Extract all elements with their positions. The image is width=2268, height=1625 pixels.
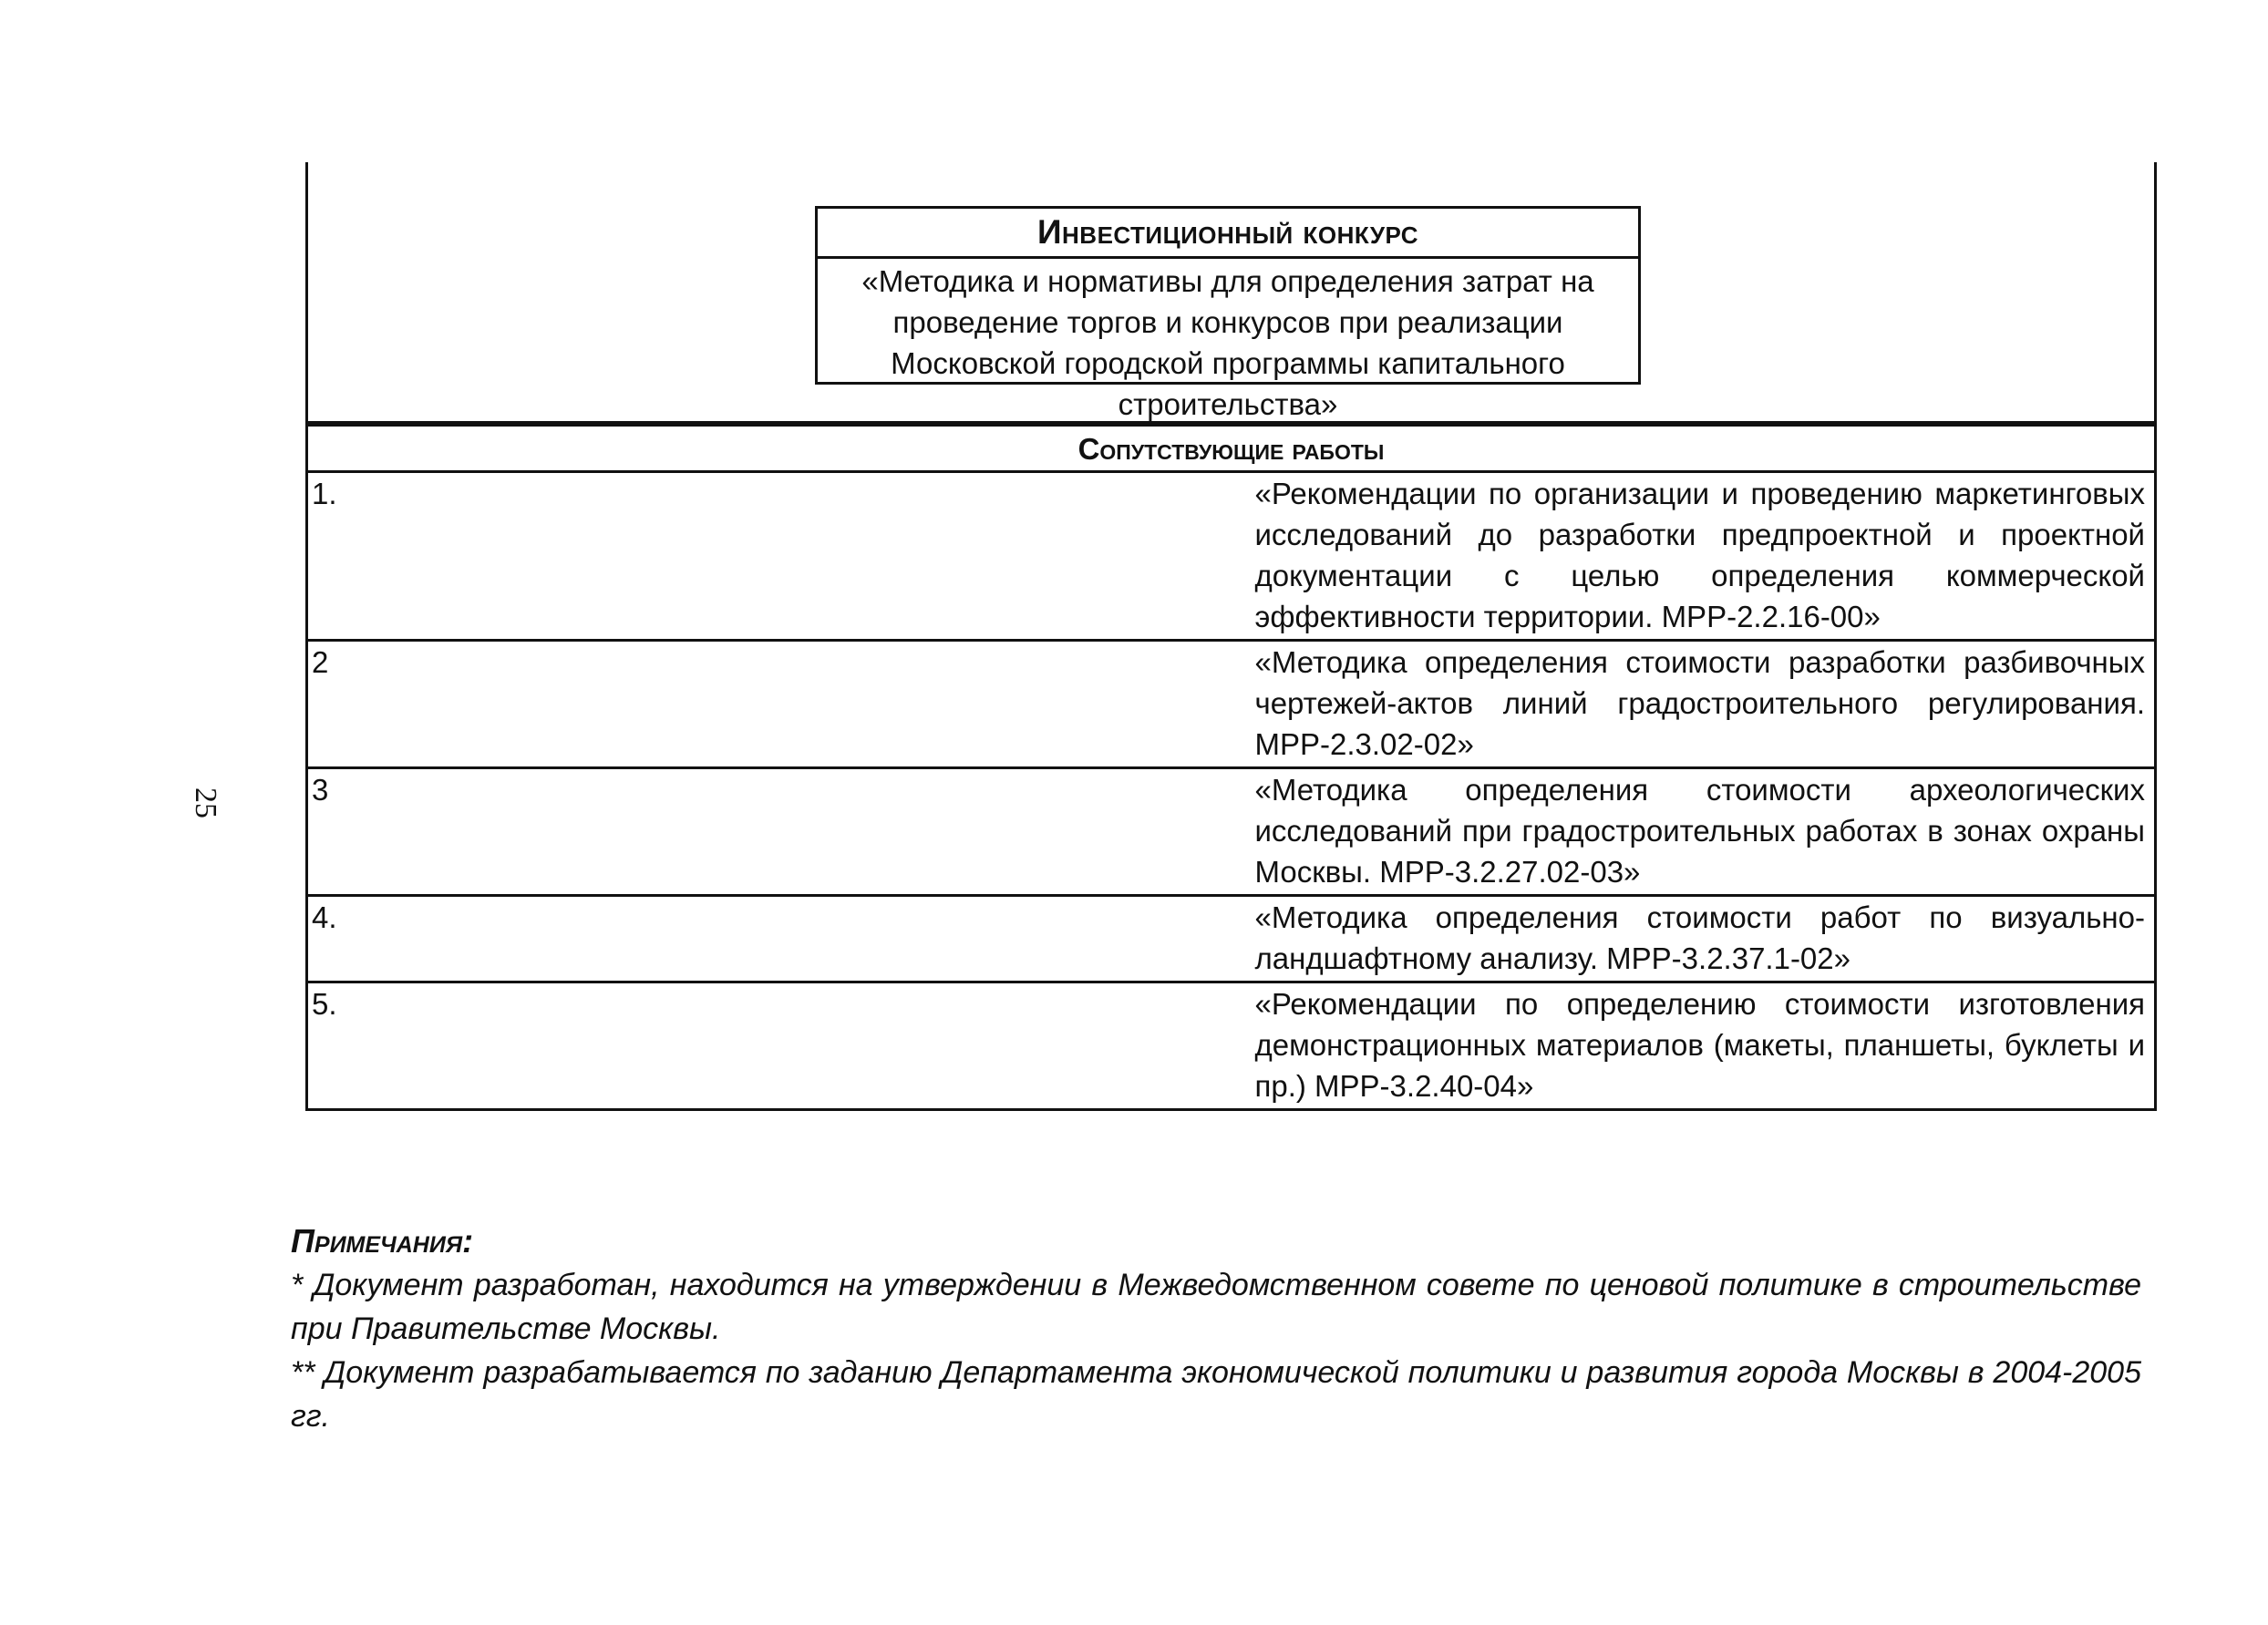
- notes-section: [291, 1219, 2141, 1438]
- item-text: «Рекомендации по организации и проведению маркетинговых исследований до разработки предпроектной и проектной документации с целью определения коммерческой эффективности территории. МРР-2.2.16-00»: [1232, 472, 2156, 641]
- page-number: 25: [189, 787, 222, 818]
- item-number: 2: [307, 641, 1232, 768]
- table-row: [307, 472, 2156, 641]
- item-text: «Методика определения стоимости работ по визуально-ландшафтному анализу. МРР-3.2.37.1-02»: [1232, 896, 2156, 982]
- item-text: «Рекомендации по определению стоимости изготовления демонстрационных материалов (макеты, планшеты, буклеты и пр.) МРР-3.2.40-04»: [1232, 982, 2156, 1110]
- item-number: 5.: [307, 982, 1232, 1110]
- table-row: [307, 641, 2156, 768]
- related-works-title: Сопутствующие работы: [307, 426, 2156, 472]
- table-row: [307, 768, 2156, 896]
- item-text: «Методика определения стоимости разработки разбивочных чертежей-актов линий градостроительного регулирования. МРР-2.3.02-02»: [1232, 641, 2156, 768]
- table-row: [307, 982, 2156, 1110]
- item-number: 4.: [307, 896, 1232, 982]
- investment-contest-box: [815, 206, 1641, 421]
- investment-contest-description: «Методика и нормативы для определения затрат на проведение торгов и конкурсов при реализации Московской городской программы капитального строительства»: [861, 264, 1594, 421]
- note-2: ** Документ разрабатывается по заданию Департамента экономической политики и развития города Москвы в 2004-2005 гг.: [291, 1355, 2141, 1434]
- investment-contest-title: Инвестиционный конкурс: [818, 209, 1638, 259]
- note-1: * Документ разработан, находится на утверждении в Межведомственном совете по ценовой политике в строительстве при Правительстве Москвы.: [291, 1268, 2141, 1346]
- item-number: 1.: [307, 472, 1232, 641]
- item-text: «Методика определения стоимости археологических исследований при градостроительных работах в зонах охраны Москвы. МРР-3.2.27.02-03»: [1232, 768, 2156, 896]
- table-row: [307, 896, 2156, 982]
- item-number: 3: [307, 768, 1232, 896]
- related-works-table: [305, 424, 2157, 1111]
- notes-title: Примечания:: [291, 1222, 474, 1260]
